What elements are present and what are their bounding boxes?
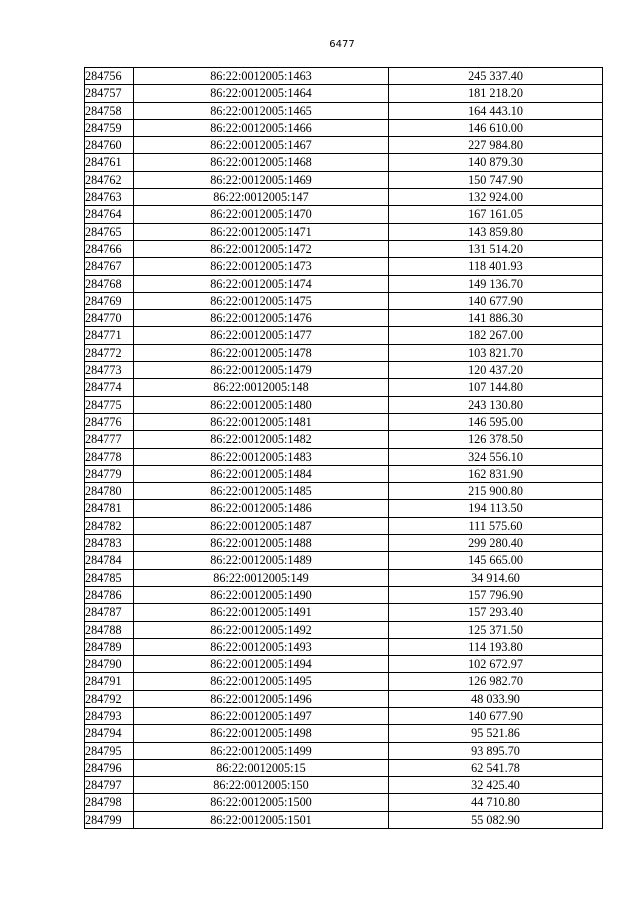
cadastral-value-cell: 181 218.20 [389, 85, 603, 102]
table-row [85, 85, 603, 102]
cadastral-value-cell: 34 914.60 [389, 569, 603, 586]
table-row [85, 68, 603, 85]
cadastral-value-cell: 145 665.00 [389, 552, 603, 569]
cadastral-value-cell: 118 401.93 [389, 258, 603, 275]
cadastral-value-cell: 143 859.80 [389, 223, 603, 240]
cadastral-value-cell: 141 886.30 [389, 310, 603, 327]
cadastral-value-cell: 103 821.70 [389, 344, 603, 361]
row-number-cell: 284764 [85, 206, 134, 223]
cadastral-value-cell: 227 984.80 [389, 137, 603, 154]
row-number-cell: 284781 [85, 500, 134, 517]
table-row [85, 327, 603, 344]
table-row [85, 759, 603, 776]
cadastral-value-cell: 157 293.40 [389, 604, 603, 621]
cadastral-number-cell: 86:22:0012005:1471 [134, 223, 389, 240]
row-number-cell: 284796 [85, 759, 134, 776]
row-number-cell: 284770 [85, 310, 134, 327]
table-row [85, 638, 603, 655]
table-row [85, 189, 603, 206]
cadastral-number-cell: 86:22:0012005:1484 [134, 465, 389, 482]
row-number-cell: 284786 [85, 586, 134, 603]
row-number-cell: 284799 [85, 811, 134, 828]
table-row [85, 396, 603, 413]
table-row [85, 656, 603, 673]
cadastral-value-cell: 140 879.30 [389, 154, 603, 171]
cadastral-number-cell: 86:22:0012005:1499 [134, 742, 389, 759]
table-row [85, 154, 603, 171]
row-number-cell: 284767 [85, 258, 134, 275]
table-row [85, 240, 603, 257]
row-number-cell: 284797 [85, 777, 134, 794]
table-row [85, 379, 603, 396]
row-number-cell: 284788 [85, 621, 134, 638]
cadastral-value-cell: 245 337.40 [389, 68, 603, 85]
row-number-cell: 284759 [85, 119, 134, 136]
cadastral-number-cell: 86:22:0012005:15 [134, 759, 389, 776]
cadastral-value-cell: 243 130.80 [389, 396, 603, 413]
cadastral-value-cell: 149 136.70 [389, 275, 603, 292]
table-row [85, 258, 603, 275]
table-row [85, 431, 603, 448]
cadastral-value-cell: 146 595.00 [389, 413, 603, 430]
row-number-cell: 284765 [85, 223, 134, 240]
cadastral-value-cell: 140 677.90 [389, 292, 603, 309]
cadastral-value-cell: 215 900.80 [389, 483, 603, 500]
row-number-cell: 284760 [85, 137, 134, 154]
page-number: 6477 [329, 39, 355, 50]
row-number-cell: 284766 [85, 240, 134, 257]
cadastral-number-cell: 86:22:0012005:1486 [134, 500, 389, 517]
cadastral-number-cell: 86:22:0012005:1469 [134, 171, 389, 188]
cadastral-number-cell: 86:22:0012005:1473 [134, 258, 389, 275]
row-number-cell: 284793 [85, 707, 134, 724]
cadastral-value-cell: 140 677.90 [389, 707, 603, 724]
cadastral-value-cell: 44 710.80 [389, 794, 603, 811]
cadastral-number-cell: 86:22:0012005:1501 [134, 811, 389, 828]
cadastral-value-cell: 126 378.50 [389, 431, 603, 448]
row-number-cell: 284778 [85, 448, 134, 465]
table-row [85, 794, 603, 811]
cadastral-number-cell: 86:22:0012005:147 [134, 189, 389, 206]
table-row [85, 621, 603, 638]
row-number-cell: 284772 [85, 344, 134, 361]
table-row [85, 483, 603, 500]
table-row [85, 569, 603, 586]
cadastral-number-cell: 86:22:0012005:1481 [134, 413, 389, 430]
table-row [85, 119, 603, 136]
cadastral-number-cell: 86:22:0012005:1491 [134, 604, 389, 621]
row-number-cell: 284761 [85, 154, 134, 171]
table-row [85, 275, 603, 292]
cadastral-value-cell: 111 575.60 [389, 517, 603, 534]
row-number-cell: 284769 [85, 292, 134, 309]
table-row [85, 777, 603, 794]
cadastral-value-cell: 120 437.20 [389, 362, 603, 379]
row-number-cell: 284794 [85, 725, 134, 742]
table-row [85, 448, 603, 465]
cadastral-value-cell: 131 514.20 [389, 240, 603, 257]
row-number-cell: 284792 [85, 690, 134, 707]
table-row [85, 413, 603, 430]
table-row [85, 535, 603, 552]
table-row [85, 102, 603, 119]
cadastral-number-cell: 86:22:0012005:148 [134, 379, 389, 396]
cadastral-number-cell: 86:22:0012005:1465 [134, 102, 389, 119]
cadastral-value-cell: 55 082.90 [389, 811, 603, 828]
cadastral-value-cell: 126 982.70 [389, 673, 603, 690]
table-row [85, 517, 603, 534]
row-number-cell: 284768 [85, 275, 134, 292]
table-row [85, 742, 603, 759]
table-row [85, 673, 603, 690]
cadastral-number-cell: 86:22:0012005:1492 [134, 621, 389, 638]
table-row [85, 604, 603, 621]
row-number-cell: 284782 [85, 517, 134, 534]
cadastral-value-cell: 102 672.97 [389, 656, 603, 673]
cadastral-value-cell: 93 895.70 [389, 742, 603, 759]
cadastral-number-cell: 86:22:0012005:1485 [134, 483, 389, 500]
row-number-cell: 284790 [85, 656, 134, 673]
table-row [85, 292, 603, 309]
row-number-cell: 284789 [85, 638, 134, 655]
table-row [85, 137, 603, 154]
row-number-cell: 284757 [85, 85, 134, 102]
cadastral-number-cell: 86:22:0012005:149 [134, 569, 389, 586]
cadastral-number-cell: 86:22:0012005:1494 [134, 656, 389, 673]
cadastral-number-cell: 86:22:0012005:150 [134, 777, 389, 794]
row-number-cell: 284777 [85, 431, 134, 448]
cadastral-number-cell: 86:22:0012005:1464 [134, 85, 389, 102]
table-row [85, 690, 603, 707]
cadastral-value-cell: 167 161.05 [389, 206, 603, 223]
table-row [85, 171, 603, 188]
cadastral-value-cell: 164 443.10 [389, 102, 603, 119]
table-row [85, 725, 603, 742]
row-number-cell: 284784 [85, 552, 134, 569]
cadastral-number-cell: 86:22:0012005:1474 [134, 275, 389, 292]
row-number-cell: 284771 [85, 327, 134, 344]
table-row [85, 223, 603, 240]
row-number-cell: 284775 [85, 396, 134, 413]
cadastral-number-cell: 86:22:0012005:1480 [134, 396, 389, 413]
table-row [85, 206, 603, 223]
row-number-cell: 284762 [85, 171, 134, 188]
cadastral-value-cell: 157 796.90 [389, 586, 603, 603]
cadastral-value-cell: 182 267.00 [389, 327, 603, 344]
cadastral-number-cell: 86:22:0012005:1498 [134, 725, 389, 742]
cadastral-value-cell: 32 425.40 [389, 777, 603, 794]
cadastral-number-cell: 86:22:0012005:1483 [134, 448, 389, 465]
cadastral-value-cell: 194 113.50 [389, 500, 603, 517]
table-row [85, 811, 603, 828]
cadastral-number-cell: 86:22:0012005:1475 [134, 292, 389, 309]
cadastral-value-cell: 150 747.90 [389, 171, 603, 188]
row-number-cell: 284758 [85, 102, 134, 119]
cadastral-number-cell: 86:22:0012005:1487 [134, 517, 389, 534]
cadastral-number-cell: 86:22:0012005:1490 [134, 586, 389, 603]
cadastral-number-cell: 86:22:0012005:1466 [134, 119, 389, 136]
row-number-cell: 284795 [85, 742, 134, 759]
cadastral-number-cell: 86:22:0012005:1478 [134, 344, 389, 361]
cadastral-number-cell: 86:22:0012005:1489 [134, 552, 389, 569]
cadastral-number-cell: 86:22:0012005:1495 [134, 673, 389, 690]
cadastral-number-cell: 86:22:0012005:1477 [134, 327, 389, 344]
cadastral-number-cell: 86:22:0012005:1472 [134, 240, 389, 257]
row-number-cell: 284776 [85, 413, 134, 430]
cadastral-value-cell: 162 831.90 [389, 465, 603, 482]
cadastral-value-table [84, 67, 603, 829]
cadastral-value-cell: 114 193.80 [389, 638, 603, 655]
table-row [85, 310, 603, 327]
cadastral-value-cell: 146 610.00 [389, 119, 603, 136]
cadastral-number-cell: 86:22:0012005:1479 [134, 362, 389, 379]
table-body [85, 68, 603, 829]
row-number-cell: 284774 [85, 379, 134, 396]
row-number-cell: 284779 [85, 465, 134, 482]
row-number-cell: 284780 [85, 483, 134, 500]
row-number-cell: 284763 [85, 189, 134, 206]
row-number-cell: 284791 [85, 673, 134, 690]
cadastral-value-cell: 95 521.86 [389, 725, 603, 742]
table-row [85, 344, 603, 361]
cadastral-value-cell: 62 541.78 [389, 759, 603, 776]
cadastral-number-cell: 86:22:0012005:1463 [134, 68, 389, 85]
table-row [85, 586, 603, 603]
table-row [85, 707, 603, 724]
cadastral-number-cell: 86:22:0012005:1497 [134, 707, 389, 724]
row-number-cell: 284756 [85, 68, 134, 85]
cadastral-number-cell: 86:22:0012005:1500 [134, 794, 389, 811]
row-number-cell: 284787 [85, 604, 134, 621]
row-number-cell: 284785 [85, 569, 134, 586]
cadastral-number-cell: 86:22:0012005:1488 [134, 535, 389, 552]
cadastral-number-cell: 86:22:0012005:1476 [134, 310, 389, 327]
row-number-cell: 284783 [85, 535, 134, 552]
cadastral-number-cell: 86:22:0012005:1482 [134, 431, 389, 448]
cadastral-number-cell: 86:22:0012005:1493 [134, 638, 389, 655]
table-row [85, 552, 603, 569]
cadastral-value-cell: 324 556.10 [389, 448, 603, 465]
row-number-cell: 284798 [85, 794, 134, 811]
table-row [85, 500, 603, 517]
cadastral-number-cell: 86:22:0012005:1470 [134, 206, 389, 223]
cadastral-value-cell: 132 924.00 [389, 189, 603, 206]
table-row [85, 465, 603, 482]
table-row [85, 362, 603, 379]
cadastral-number-cell: 86:22:0012005:1496 [134, 690, 389, 707]
cadastral-number-cell: 86:22:0012005:1467 [134, 137, 389, 154]
cadastral-value-cell: 107 144.80 [389, 379, 603, 396]
cadastral-value-cell: 125 371.50 [389, 621, 603, 638]
cadastral-number-cell: 86:22:0012005:1468 [134, 154, 389, 171]
row-number-cell: 284773 [85, 362, 134, 379]
cadastral-value-cell: 299 280.40 [389, 535, 603, 552]
cadastral-value-cell: 48 033.90 [389, 690, 603, 707]
